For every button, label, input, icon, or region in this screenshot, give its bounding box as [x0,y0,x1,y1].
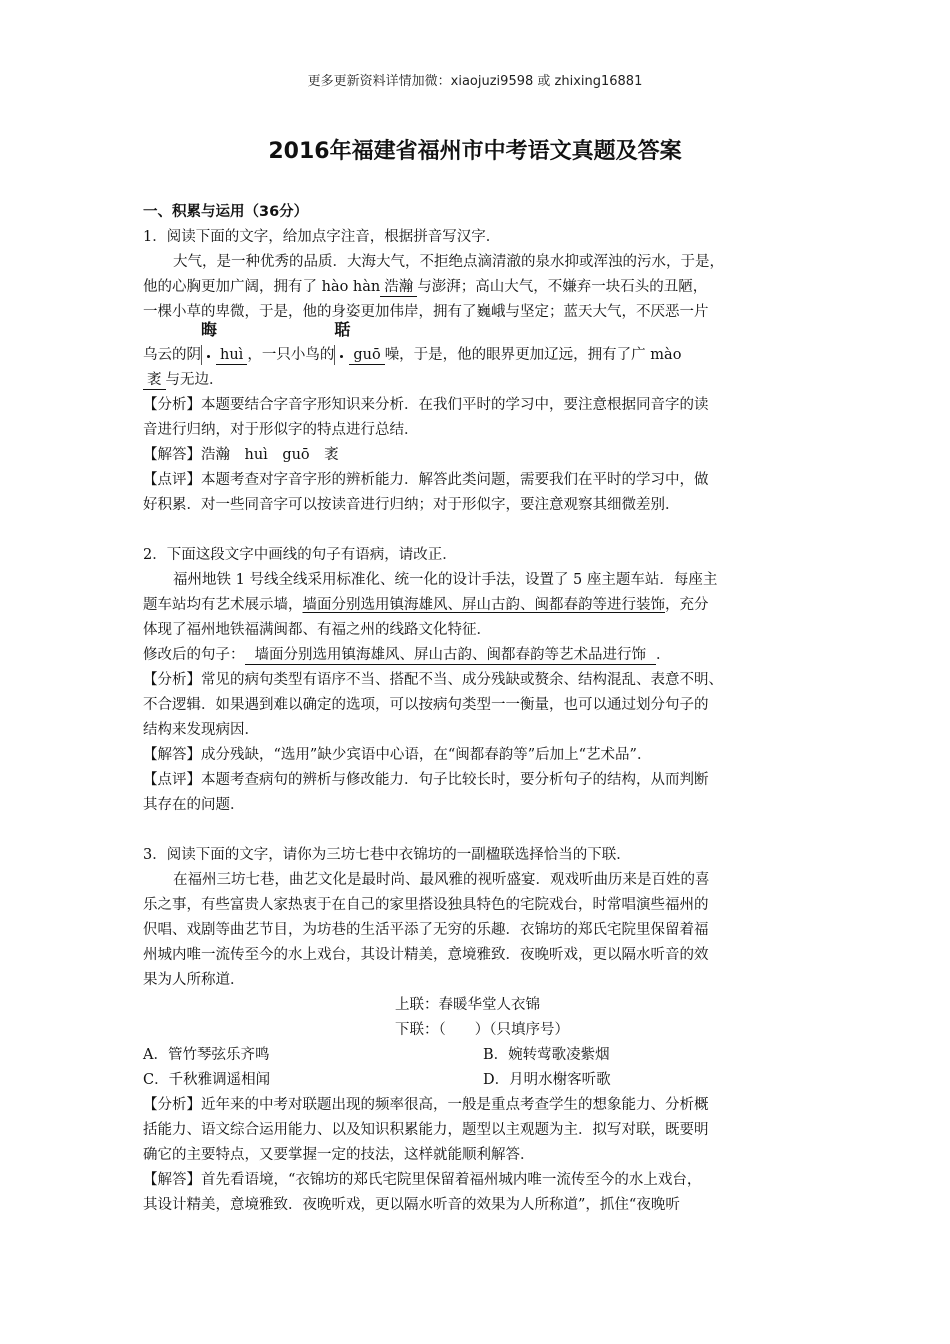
q1-paragraph-line: 大气，是一种优秀的品质．大海大气，不拒绝点滴清澈的泉水抑或浑浊的污水，于是， [173,254,724,270]
answer-blank: 墙面分别选用镇海雄风、屏山古韵、闽都春韵等艺术品进行饰 [245,646,657,665]
q3-paragraph-line: 伬唱、戏剧等曲艺节目，为坊巷的生活平添了无穷的乐趣．衣锦坊的郑氏宅院里保留着福 [143,922,709,938]
couplet-lower: 下联：（ ）（只填序号） [395,1022,569,1038]
q3-paragraph-line: 州城内唯一流传至今的水上戏台，其设计精美，意境雅致．夜晚听戏，更以隔水听音的效 [143,947,709,963]
option-row [143,1068,811,1093]
option-row [143,1043,811,1068]
q2-analysis: 结构来发现病因． [143,722,259,738]
q2-prompt: 2．下面这段文字中画线的句子有语病，请改正． [143,547,457,563]
dotted-char-2 [334,320,351,368]
q2-analysis: 【分析】常见的病句类型有语序不当、搭配不当、成分残缺或赘余、结构混乱、表意不明、 [143,672,723,688]
q2-analysis: 不合逻辑．如果遇到难以确定的选项，可以按病句类型一一衡量，也可以通过划分句子的 [143,697,709,713]
q2-comment: 【点评】本题考查病句的辨析与修改能力．句子比较长时，要分析句子的结构，从而判断 [143,772,709,788]
q2-paragraph-line: 福州地铁 1 号线全线采用标准化、统一化的设计手法，设置了 5 座主题车站．每座主 [173,572,718,588]
q1-paragraph-line: 袤 与无边． [143,368,811,393]
q3-paragraph-line: 在福州三坊七巷，曲艺文化是最时尚、最风雅的视听盛宴．观戏听曲历来是百姓的喜 [173,872,710,888]
q3-answer: 其设计精美，意境雅致．夜晚听戏，更以隔水听音的效果为人所称道”，抓住“夜晚听 [143,1197,680,1213]
underlined-sentence: 墙面分别选用镇海雄风、屏山古韵、闽都春韵等进行装饰 [302,597,665,613]
option-d: D．月明水榭客听歌 [483,1072,611,1088]
q3-analysis: 确它的主要特点，又要掌握一定的技法，这样就能顺利解答． [143,1147,535,1163]
q1-comment: 【点评】本题考查对字音字形的辨析能力．解答此类问题，需要我们在平时的学习中，做 [143,472,709,488]
q3-answer: 【解答】首先看语境，“衣锦坊的郑氏宅院里保留着福州城内唯一流传至今的水上戏台， [143,1172,702,1188]
q3-paragraph-line: 乐之事，有些富贵人家热衷于在自己的家里搭设独具特色的宅院戏台，时常唱演些福州的 [143,897,709,913]
option-a: A．管竹琴弦乐齐鸣 [143,1047,270,1063]
option-b: B．婉转莺歌凌紫烟 [483,1047,610,1063]
q2-comment: 其存在的问题． [143,797,245,813]
header-note: 更多更新资料详情加微：xiaojuzi9598 或 zhixing16881 [307,74,643,89]
q1-comment: 好积累．对一些同音字可以按读音进行归纳；对于形似字，要注意观察其细微差别． [143,497,680,513]
page-title: 2016年福建省福州市中考语文真题及答案 [268,139,682,164]
q3-prompt: 3．阅读下面的文字，请你为三坊七巷中衣锦坊的一副楹联选择恰当的下联． [143,847,631,863]
q1-analysis: 音进行归纳，对于形似字的特点进行总结． [143,422,419,438]
dotted-char-1 [201,320,218,368]
q2-answer: 【解答】成分残缺，“选用”缺少宾语中心语，在“闽都春韵等”后加上“艺术品”． [143,747,652,763]
q2-revised-line: 修改后的句子： 墙面分别选用镇海雄风、屏山古韵、闽都春韵等艺术品进行饰 ． [143,647,671,663]
couplet-upper: 上联：春暖华堂人衣锦 [395,997,540,1013]
q1-analysis: 【分析】本题要结合字音字形知识来分析．在我们平时的学习中，要注意根据同音字的读 [143,397,709,413]
answer-blank: 浩瀚 [380,278,417,297]
q1-paragraph-line: 乌云的阴 晦 huì ，一只小鸟的 聒 guō 噪，于是，他的眼界更加辽远，拥有了广 mào [143,343,811,368]
q2-paragraph-line: 体现了福州地铁福满闽都、有福之州的线路文化特征． [143,622,491,638]
q3-paragraph-line: 果为人所称道． [143,972,245,988]
q1-answer: 【解答】浩瀚 huì guō 袤 [143,447,339,463]
q3-analysis: 括能力、语文综合运用能力、以及知识积累能力，题型以主观题为主．拟写对联，既要明 [143,1122,709,1138]
emphasis-dot [207,355,210,358]
q1-prompt: 1．阅读下面的文字，给加点字注音，根据拼音写汉字． [143,229,501,245]
answer-blank: 袤 [143,371,166,390]
section-heading: 一、积累与运用（36分） [143,204,309,220]
q1-paragraph-line: 他的心胸更加广阔，拥有了 hào hàn 浩瀚 与澎湃；高山大气，不嫌弃一块石头的丑陋， [143,279,708,295]
q1-paragraph-line: 一棵小草的卑微，于是，他的身姿更加伟岸，拥有了巍峨与坚定；蓝天大气，不厌恶一片 [143,304,709,320]
q3-analysis: 【分析】近年来的中考对联题出现的频率很高，一般是重点考查学生的想象能力、分析概 [143,1097,709,1113]
answer-blank: guō [349,346,384,365]
dotted-char-glyph: 晦 [201,320,218,339]
emphasis-dot [340,355,343,358]
dotted-char-glyph: 聒 [334,320,351,339]
option-c: C．千秋雅调遥相闻 [143,1072,271,1088]
answer-blank: huì [216,346,247,365]
document-body [143,200,811,1218]
q2-paragraph-line: 题车站均有艺术展示墙，墙面分别选用镇海雄风、屏山古韵、闽都春韵等进行装饰，充分 [143,597,709,613]
